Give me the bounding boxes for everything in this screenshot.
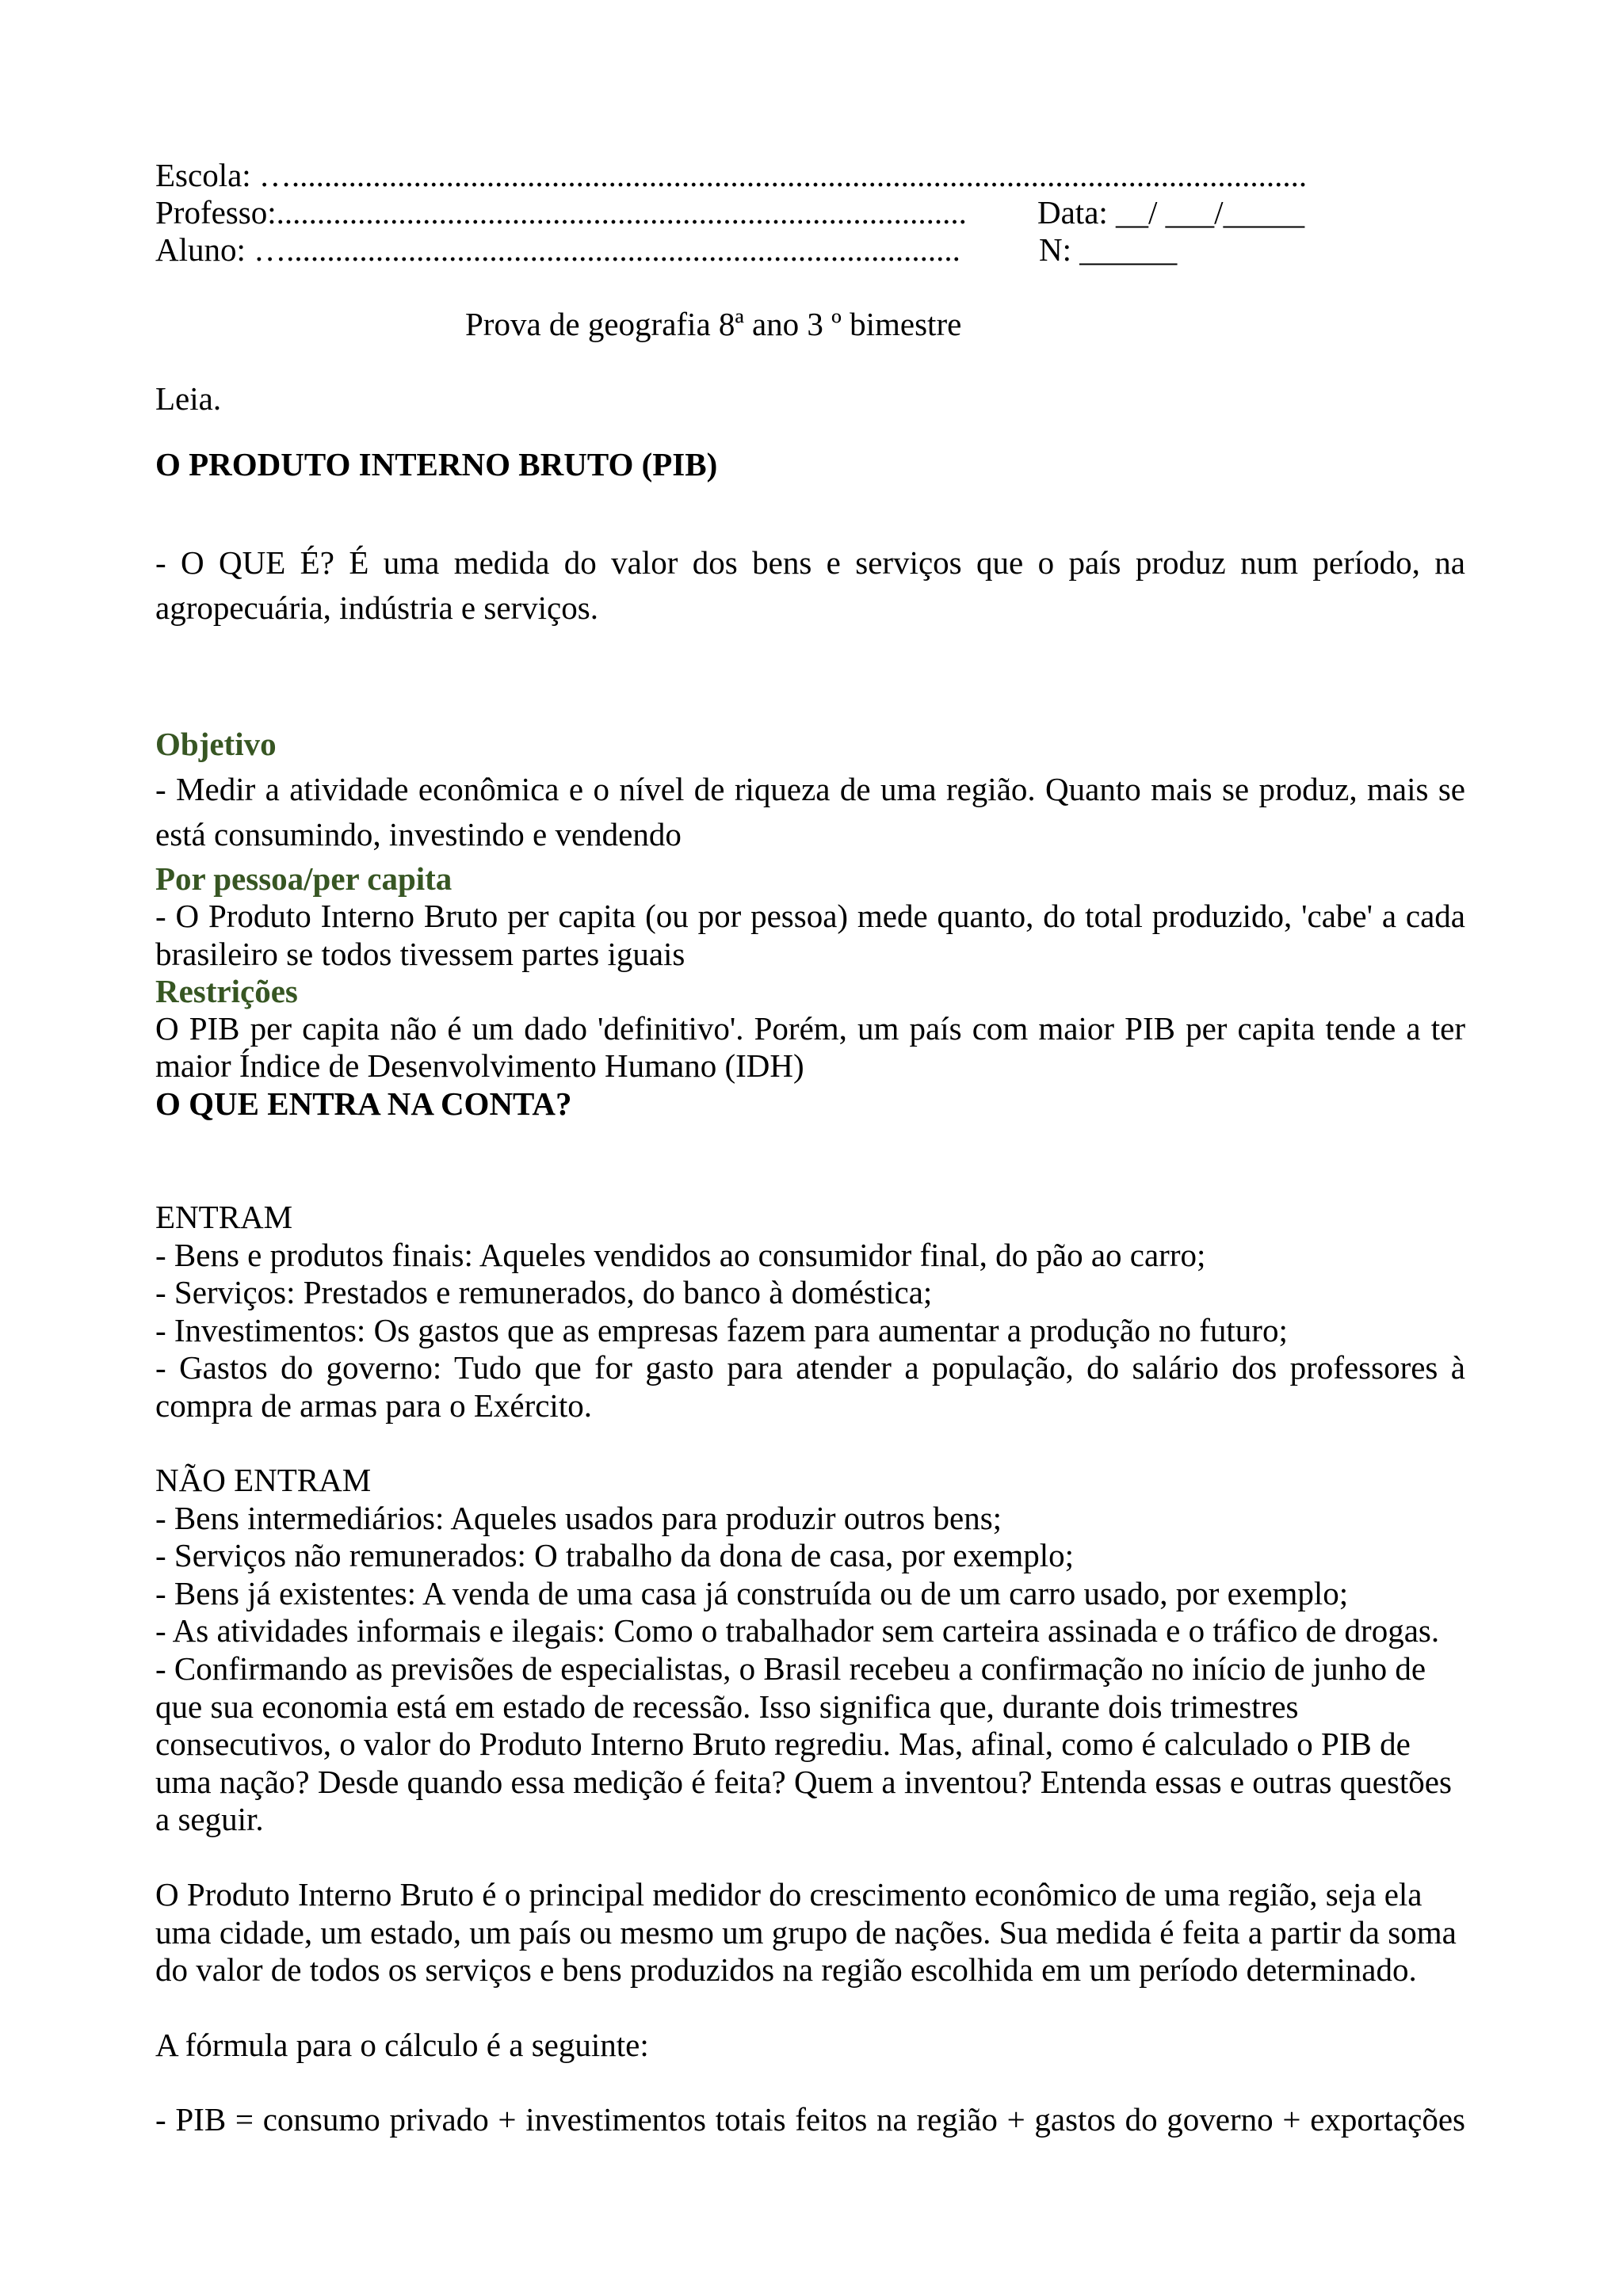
exam-title [465,306,961,343]
paragraph-line: - Medir a atividade econômica e o nível de riqueza de uma região. Quanto mais se produz, mais se [155,771,1465,807]
list-item: - Bens já existentes: A venda de uma casa já construída ou de um carro usado, por exemplo; [155,1574,1349,1611]
per-capita-section [155,860,1465,1123]
student-number-field: N: ______ [1039,231,1178,268]
list-item: que sua economia está em estado de recessão. Isso significa que, durante dois trimestres [155,1688,1299,1725]
school-row [155,157,1465,194]
list-item: - Serviços: Prestados e remunerados, do banco à doméstica; [155,1274,933,1311]
list-item: - Bens e produtos finais: Aqueles vendidos ao consumidor final, do pão ao carro; [155,1236,1206,1273]
paragraph-line: O PIB per capita não é um dado 'definitivo'. Porém, um país com maior PIB per capita tende a ter [155,1010,1465,1047]
section-heading-text: O PRODUTO INTERNO BRUTO (PIB) [155,446,718,482]
student-field: Aluno: …................................................................................... [155,231,960,268]
formula-text: - PIB = consumo privado + investimentos totais feitos na região + gastos do governo + exportações [155,2101,1465,2138]
excluded-heading: NÃO ENTRAM [155,1462,372,1498]
list-item: uma nação? Desde quando essa medição é feita? Quem a inventou? Entenda essas e outras questões [155,1763,1452,1800]
objective-heading-text: Objetivo [155,726,277,762]
paragraph-line: uma cidade, um estado, um país ou mesmo um grupo de nações. Sua medida é feita a partir da soma [155,1913,1457,1951]
paragraph-line: agropecuária, indústria e serviços. [155,589,598,626]
paragraph-line: - O Produto Interno Bruto per capita (ou por pessoa) mede quanto, do total produzido, 'cabe' a cada [155,898,1465,935]
section-heading [155,446,1465,483]
definition-paragraph [155,540,1465,631]
reading-instruction [155,380,1465,418]
list-item: - Bens intermediários: Aqueles usados para produzir outros bens; [155,1499,1002,1536]
exam-header [155,157,1465,269]
student-row [155,231,1465,269]
paragraph-line: maior Índice de Desenvolvimento Humano (IDH) [155,1047,804,1085]
excluded-items-list [155,1462,1465,1839]
list-item: - As atividades informais e ilegais: Como o trabalhador sem carteira assinada e o tráfico de drogas. [155,1612,1440,1650]
list-item: - Confirmando as previsões de especialistas, o Brasil recebeu a confirmação no início de junho de [155,1650,1426,1687]
teacher-row [155,194,1465,231]
restrictions-heading: Restrições [155,972,298,1009]
list-item: - Serviços não remunerados: O trabalho da dona de casa, por exemplo; [155,1537,1074,1574]
teacher-field: Professo:..................................................................................... [155,194,967,231]
paragraph-line: está consumindo, investindo e vendendo [155,816,682,852]
school-field: Escola: …............................................................................................................................. [155,157,1308,193]
paragraph-line: - O QUE É? É uma medida do valor dos bens e serviços que o país produz num período, na [155,544,1465,581]
objective-paragraph [155,767,1465,857]
paragraph-line: brasileiro se todos tivessem partes iguais [155,935,685,972]
list-item: consecutivos, o valor do Produto Interno Bruto regrediu. Mas, afinal, como é calculado o PIB de [155,1726,1411,1763]
pib-explanation-paragraph [155,1876,1465,1989]
formula [155,2101,1465,2139]
paragraph-line: do valor de todos os serviços e bens produzidos na região escolhida em um período determinado. [155,1951,1417,1989]
list-item: - Gastos do governo: Tudo que for gasto para atender a população, do salário dos professores à [155,1349,1465,1386]
list-item: - Investimentos: Os gastos que as empresas fazem para aumentar a produção no futuro; [155,1311,1288,1348]
date-field: Data: __/ ___/_____ [1037,194,1305,231]
reading-instruction-text: Leia. [155,380,222,417]
included-items-list [155,1199,1465,1425]
paragraph-line: O Produto Interno Bruto é o principal medidor do crescimento econômico de uma região, seja ela [155,1876,1423,1913]
list-item: a seguir. [155,1801,264,1838]
account-heading: O QUE ENTRA NA CONTA? [155,1085,572,1122]
formula-intro-text: A fórmula para o cálculo é a seguinte: [155,2027,649,2063]
per-capita-heading: Por pessoa/per capita [155,860,453,897]
objective-heading [155,726,1465,763]
formula-intro [155,2027,1465,2065]
exam-title-text: Prova de geografia 8ª ano 3 º bimestre [465,306,962,342]
included-heading: ENTRAM [155,1199,293,1235]
list-item: compra de armas para o Exército. [155,1386,592,1424]
